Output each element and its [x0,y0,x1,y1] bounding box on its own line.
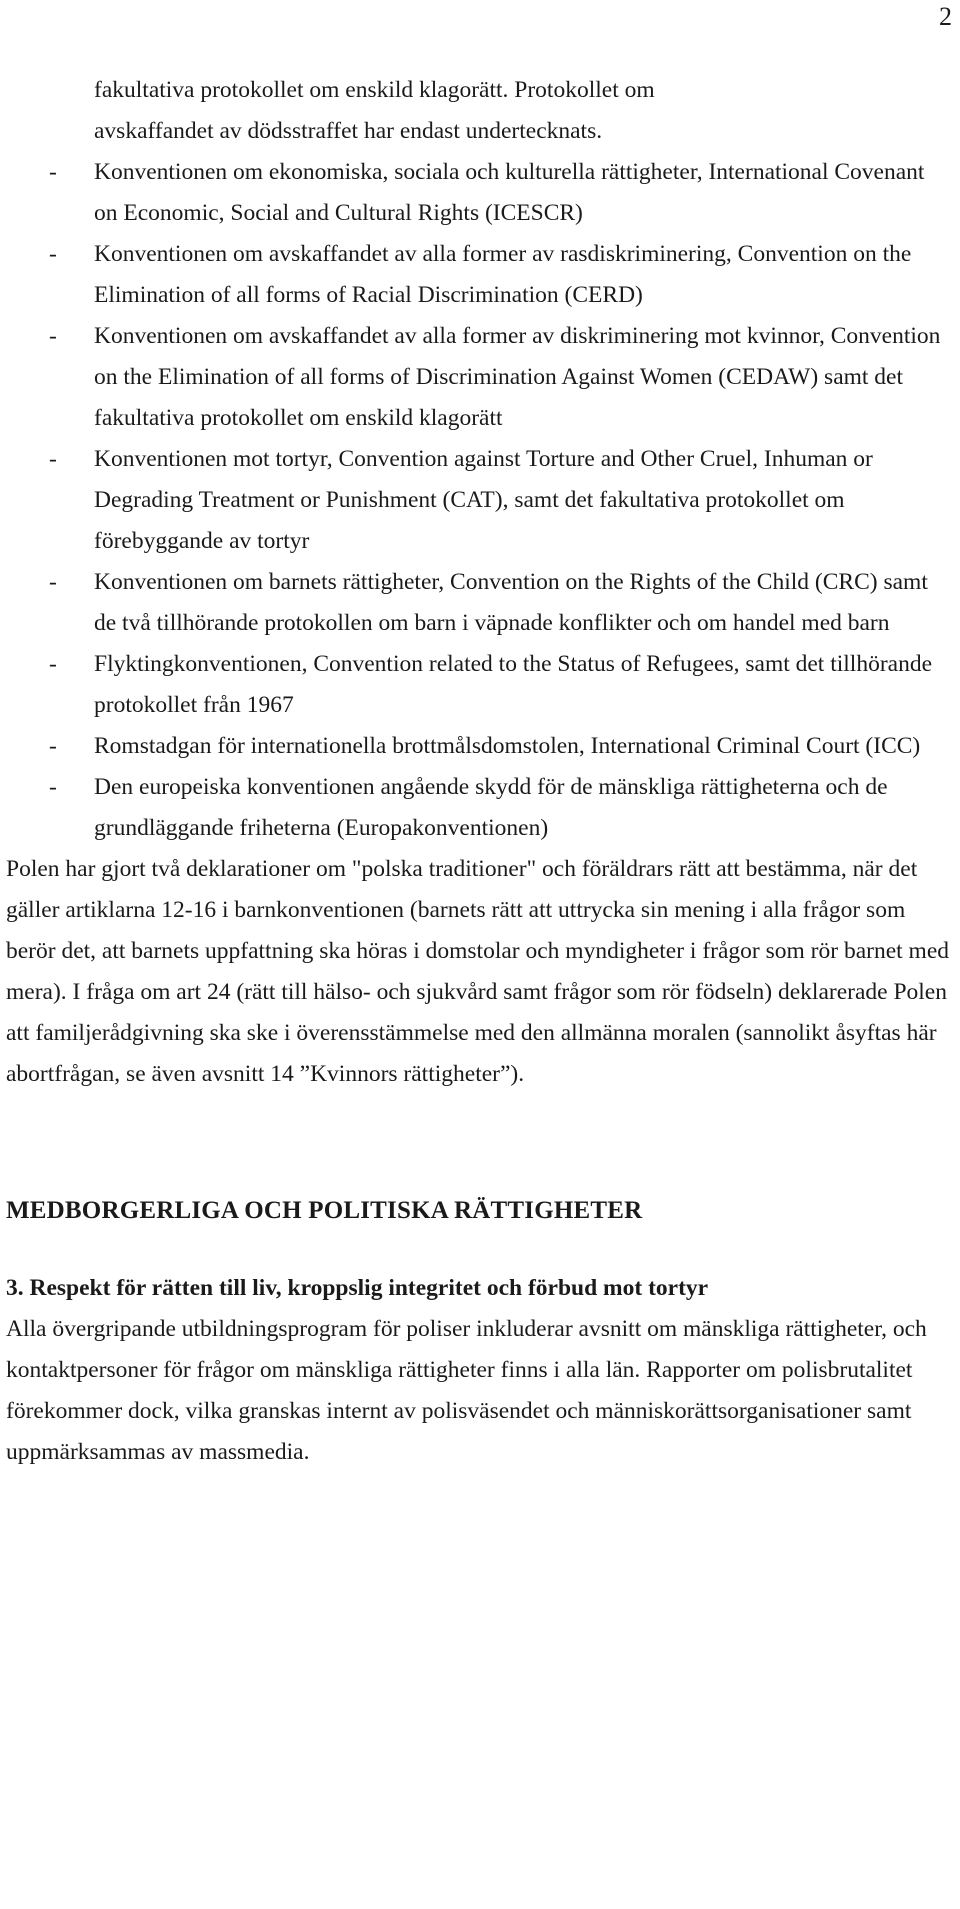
list-item [0,316,944,439]
police-paragraph: Alla övergripande utbildningsprogram för poliser inkluderar avsnitt om mänskliga rättigheter, och kontaktpersoner för frågor om mänskliga rättigheter finns i alla län. Rapporter om polisbrutalitet förekommer dock, vilka granskas internt av polisväsendet och människorättsorganisationer samt uppmärksammas av massmedia. [6,1316,927,1465]
list-dash: - [49,446,57,472]
list-dash: - [49,651,57,677]
list-item-text: Romstadgan för internationella brottmålsdomstolen, International Criminal Court (ICC) [94,733,921,759]
list-item-text: Konventionen om avskaffandet av alla former av rasdiskriminering, Convention on the Elimination of all forms of Racial Discrimination (CERD) [94,241,912,308]
section-heading: MEDBORGERLIGA OCH POLITISKA RÄTTIGHETER [6,1197,643,1224]
list-item [0,439,944,562]
list-item [0,644,944,726]
subsection-heading: 3. Respekt för rätten till liv, kroppslig integritet och förbud mot tortyr [6,1275,709,1301]
intro-continuation [94,70,934,152]
page-number: 2 [939,2,952,31]
document-body [0,70,960,1473]
list-dash: - [49,159,57,185]
declarations-paragraph: Polen har gjort två deklarationer om "polska traditioner" och föräldrars rätt att bestämma, när det gäller artiklarna 12-16 i barnkonventionen (barnets rätt att uttrycka sin mening i alla frågor som berör det, att barnets uppfattning ska höras i domstolar och myndigheter i frågor som rör barnet med mera). I fråga om art 24 (rätt till hälso- och sjukvård samt frågor som rör födseln) deklarerade Polen att familjerådgivning ska ske i överensstämmelse med den allmänna moralen (sannolikt åsyftas här abortfrågan, se även avsnitt 14 ”Kvinnors rättigheter”). [6,856,949,1087]
list-item [0,562,944,644]
list-dash: - [49,241,57,267]
list-item-text: Konventionen om ekonomiska, sociala och kulturella rättigheter, International Covenant on Economic, Social and Cultural Rights (ICESCR) [94,159,925,226]
list-item-text: Flyktingkonventionen, Convention related to the Status of Refugees, samt det tillhörande protokollet från 1967 [94,651,933,718]
intro-line: avskaffandet av dödsstraffet har endast undertecknats. [94,118,603,144]
list-item-text: Konventionen mot tortyr, Convention against Torture and Other Cruel, Inhuman or Degrading Treatment or Punishment (CAT), samt det fakultativa protokollet om förebyggande av tortyr [94,446,873,554]
list-item [0,726,944,767]
list-item-text: Konventionen om barnets rättigheter, Convention on the Rights of the Child (CRC) samt de två tillhörande protokollen om barn i väpnade konflikter och om handel med barn [94,569,928,636]
convention-list [0,152,960,849]
list-item [0,234,944,316]
list-dash: - [49,774,57,800]
list-item [0,152,944,234]
list-item [0,767,944,849]
list-item-text: Konventionen om avskaffandet av alla former av diskriminering mot kvinnor, Convention on the Elimination of all forms of Discrimination Against Women (CEDAW) samt det fakultativa protokollet om enskild klagorätt [94,323,941,431]
list-dash: - [49,569,57,595]
list-dash: - [49,323,57,349]
list-dash: - [49,733,57,759]
list-item-text: Den europeiska konventionen angående skydd för de mänskliga rättigheterna och de grundläggande friheterna (Europakonventionen) [94,774,888,841]
intro-line: fakultativa protokollet om enskild klagorätt. Protokollet om [94,77,655,103]
